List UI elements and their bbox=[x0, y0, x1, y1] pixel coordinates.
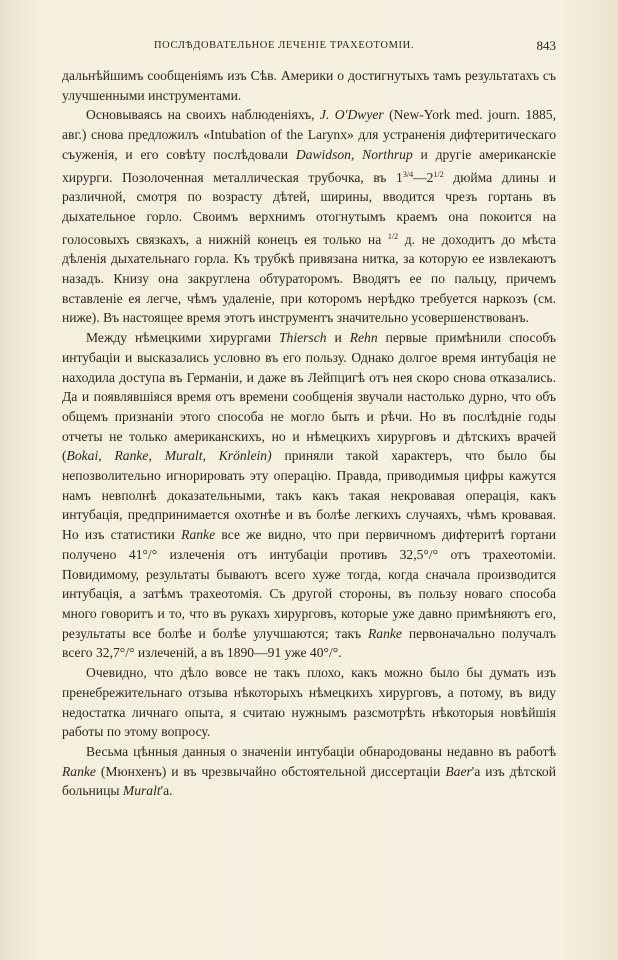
italic-name: Rehn bbox=[349, 330, 378, 346]
paragraph bbox=[62, 742, 556, 801]
paragraph bbox=[62, 105, 556, 328]
text-run: первые примѣнили способъ интубаціи и высказались условно въ его пользу. Однако долгое время интубація не находила доступа въ Германіи, и даже въ Лейпцигѣ отъ нея скоро снова отказались. Да и появлявшіяся время отъ времени сообщенія звучали настолько дурно, что объ общемъ признаніи этого способа не могло быть и рѣчи. Но въ послѣдніе годы отчеты не только американскихъ, но и нѣмецкихъ хирурговъ и дѣтскихъ врачей ( bbox=[62, 330, 556, 464]
italic-name: Baer bbox=[445, 763, 472, 779]
text-run: (Мюнхенъ) и въ чрезвычайно обстоятельной диссертаціи bbox=[95, 763, 446, 779]
text-run: (New-York med. journ. 1885, авг.) снова предложилъ «Intubation of the Larynx» для устраненія дифтеритическаго съуженія, и его совѣту послѣдовали bbox=[62, 107, 556, 162]
text-run: дюйма длины и различной, смотря по возрасту дѣтей, ширины, вводится чрезъ гортань въ дыхательное горло. Своимъ верхнимъ отогнутымъ краемъ она покоится на голосовыхъ связкахъ, а нижній конецъ ея только на bbox=[62, 169, 556, 247]
paragraph bbox=[62, 663, 556, 742]
paragraph bbox=[62, 328, 556, 663]
fraction: 1/2 bbox=[433, 169, 444, 179]
italic-name: Muralt bbox=[122, 783, 161, 799]
text-run: дальнѣйшимъ сообщеніямъ изъ Сѣв. Америки о достигнутыхъ тамъ результатахъ съ улучшенными инструментами. bbox=[62, 68, 556, 103]
italic-name: Ranke bbox=[62, 763, 96, 779]
fraction: 1/2 bbox=[387, 231, 399, 241]
text-run: Весьма цѣнныя данныя о значеніи интубаціи обнародованы недавно въ работѣ bbox=[86, 743, 556, 759]
paragraph bbox=[62, 66, 556, 105]
italic-name: Dawidson, Northrup bbox=[295, 146, 413, 162]
body-text bbox=[62, 66, 556, 801]
text-run: Между нѣмецкими хирургами bbox=[86, 330, 279, 346]
text-run: первоначально получалъ всего 32,7°/° излеченій, а въ 1890—91 уже 40°/°. bbox=[62, 625, 557, 661]
running-header bbox=[62, 38, 556, 56]
text-run: и bbox=[326, 330, 350, 346]
italic-name: Bokai, Ranke, Muralt, Krönlein) bbox=[66, 448, 272, 464]
text-run: —2 bbox=[413, 169, 434, 185]
running-title: ПОСЛѢДОВАТЕЛЬНОЕ ЛЕЧЕНІЕ ТРАХЕОТОМІИ. bbox=[154, 40, 415, 51]
italic-name: J. O'Dwyer bbox=[319, 107, 384, 123]
text-run: все же видно, что при первичномъ дифтеритѣ гортани получено 41°/° излеченія отъ интубаціи противъ 32,5°/° отъ трахеотоміи. Повидимому, результаты бываютъ всего хуже тогда, когда сначала производится интубація, а затѣмъ трахеотомія. Съ другой стороны, въ пользу новаго способа много говоритъ и то, что въ рукахъ хирурговъ, которые уже давно примѣняютъ его, результаты все болѣе и болѣе улучшаются; такъ bbox=[62, 527, 556, 641]
text-run: Очевидно, что дѣло вовсе не такъ плохо, какъ можно было бы думать изъ пренебрежительнаго отзыва нѣкоторыхъ нѣмецкихъ хирурговъ, а потому, въ виду недостатка личнаго опыта, я считаю нужнымъ разсмотрѣть нѣкоторыя новѣйшія работы по этому вопросу. bbox=[62, 665, 556, 740]
text-run: приняли такой характеръ, что было бы непозволительно игнорировать эту операцію. Правда, приводимыя цифры кажутся намъ невполнѣ доказательными, такъ какъ такая некровавая операція, какъ интубація, предпринимается охотнѣе и въ болѣе легкихъ случаяхъ, чѣмъ кровавая. Но изъ статистики bbox=[62, 448, 556, 543]
text-run: и другіе американскіе хирурги. Позолоченная металлическая трубочка, въ 1 bbox=[62, 146, 556, 185]
italic-name: Thiersch bbox=[278, 330, 327, 346]
page-number: 843 bbox=[536, 38, 556, 53]
italic-name: Ranke bbox=[181, 527, 216, 543]
italic-name: Ranke bbox=[368, 625, 402, 641]
text-run: Основываясь на своихъ наблюденіяхъ, bbox=[86, 107, 320, 123]
text-run: 'а изъ дѣтской больницы bbox=[62, 763, 556, 799]
fraction: 3/4 bbox=[402, 169, 414, 179]
text-run: 'а. bbox=[160, 783, 173, 799]
text-run: д. не доходитъ до мѣста дѣленія дыхательнаго горла. Къ трубкѣ привязана нитка, за которую ее извлекаютъ назадъ. Книзу она закруглена обтураторомъ. Вводятъ ее по пальцу, причемъ вставленіе ея легче, чѣмъ удаленіе, при которомъ нерѣдко требуется наркозъ (см. ниже). Въ настоящее время этотъ инструментъ значительно усовершенствованъ. bbox=[62, 231, 556, 326]
